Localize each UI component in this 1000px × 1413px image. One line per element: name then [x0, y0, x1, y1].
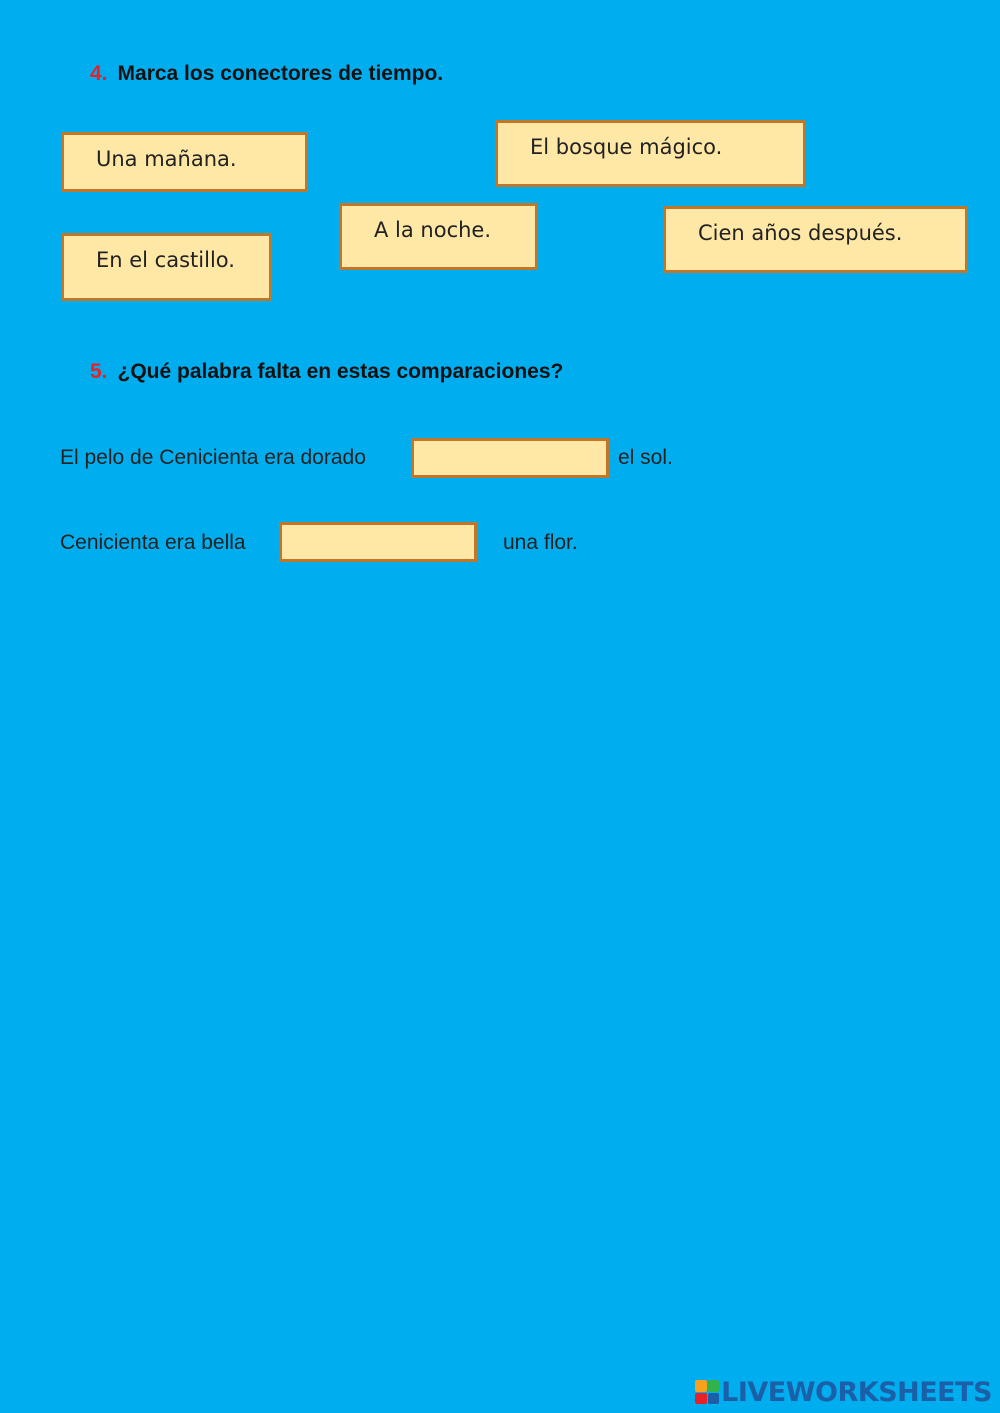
sentence-1-after: el sol. [618, 446, 673, 469]
question-5-number: 5. [90, 360, 108, 383]
option-en-el-castillo[interactable] [61, 233, 272, 301]
option-el-bosque-magico[interactable] [495, 120, 806, 187]
option-a-la-noche[interactable] [339, 203, 538, 270]
answer-blank-2[interactable] [279, 522, 477, 562]
sentence-2-after: una flor. [503, 531, 578, 554]
option-label: Cien años después. [698, 221, 903, 245]
answer-blank-1[interactable] [411, 438, 609, 478]
liveworksheets-logo-icon [695, 1380, 719, 1404]
option-label: El bosque mágico. [530, 135, 723, 159]
liveworksheets-logo [695, 1377, 992, 1407]
question-5-text: ¿Qué palabra falta en estas comparaciones? [117, 360, 564, 383]
logo-text: LIVEWORKSHEETS [721, 1376, 992, 1408]
option-label: A la noche. [374, 218, 492, 242]
option-cien-anos-despues[interactable] [663, 206, 968, 273]
question-4-number: 4. [90, 62, 108, 85]
option-label: En el castillo. [96, 248, 235, 272]
question-4-title [90, 62, 443, 86]
sentence-1-before: El pelo de Cenicienta era dorado [60, 446, 366, 469]
sentence-2-before: Cenicienta era bella [60, 531, 246, 554]
option-label: Una mañana. [96, 147, 237, 171]
option-una-manana[interactable] [61, 132, 308, 192]
question-4-text: Marca los conectores de tiempo. [117, 62, 444, 85]
question-5-title [90, 360, 563, 384]
